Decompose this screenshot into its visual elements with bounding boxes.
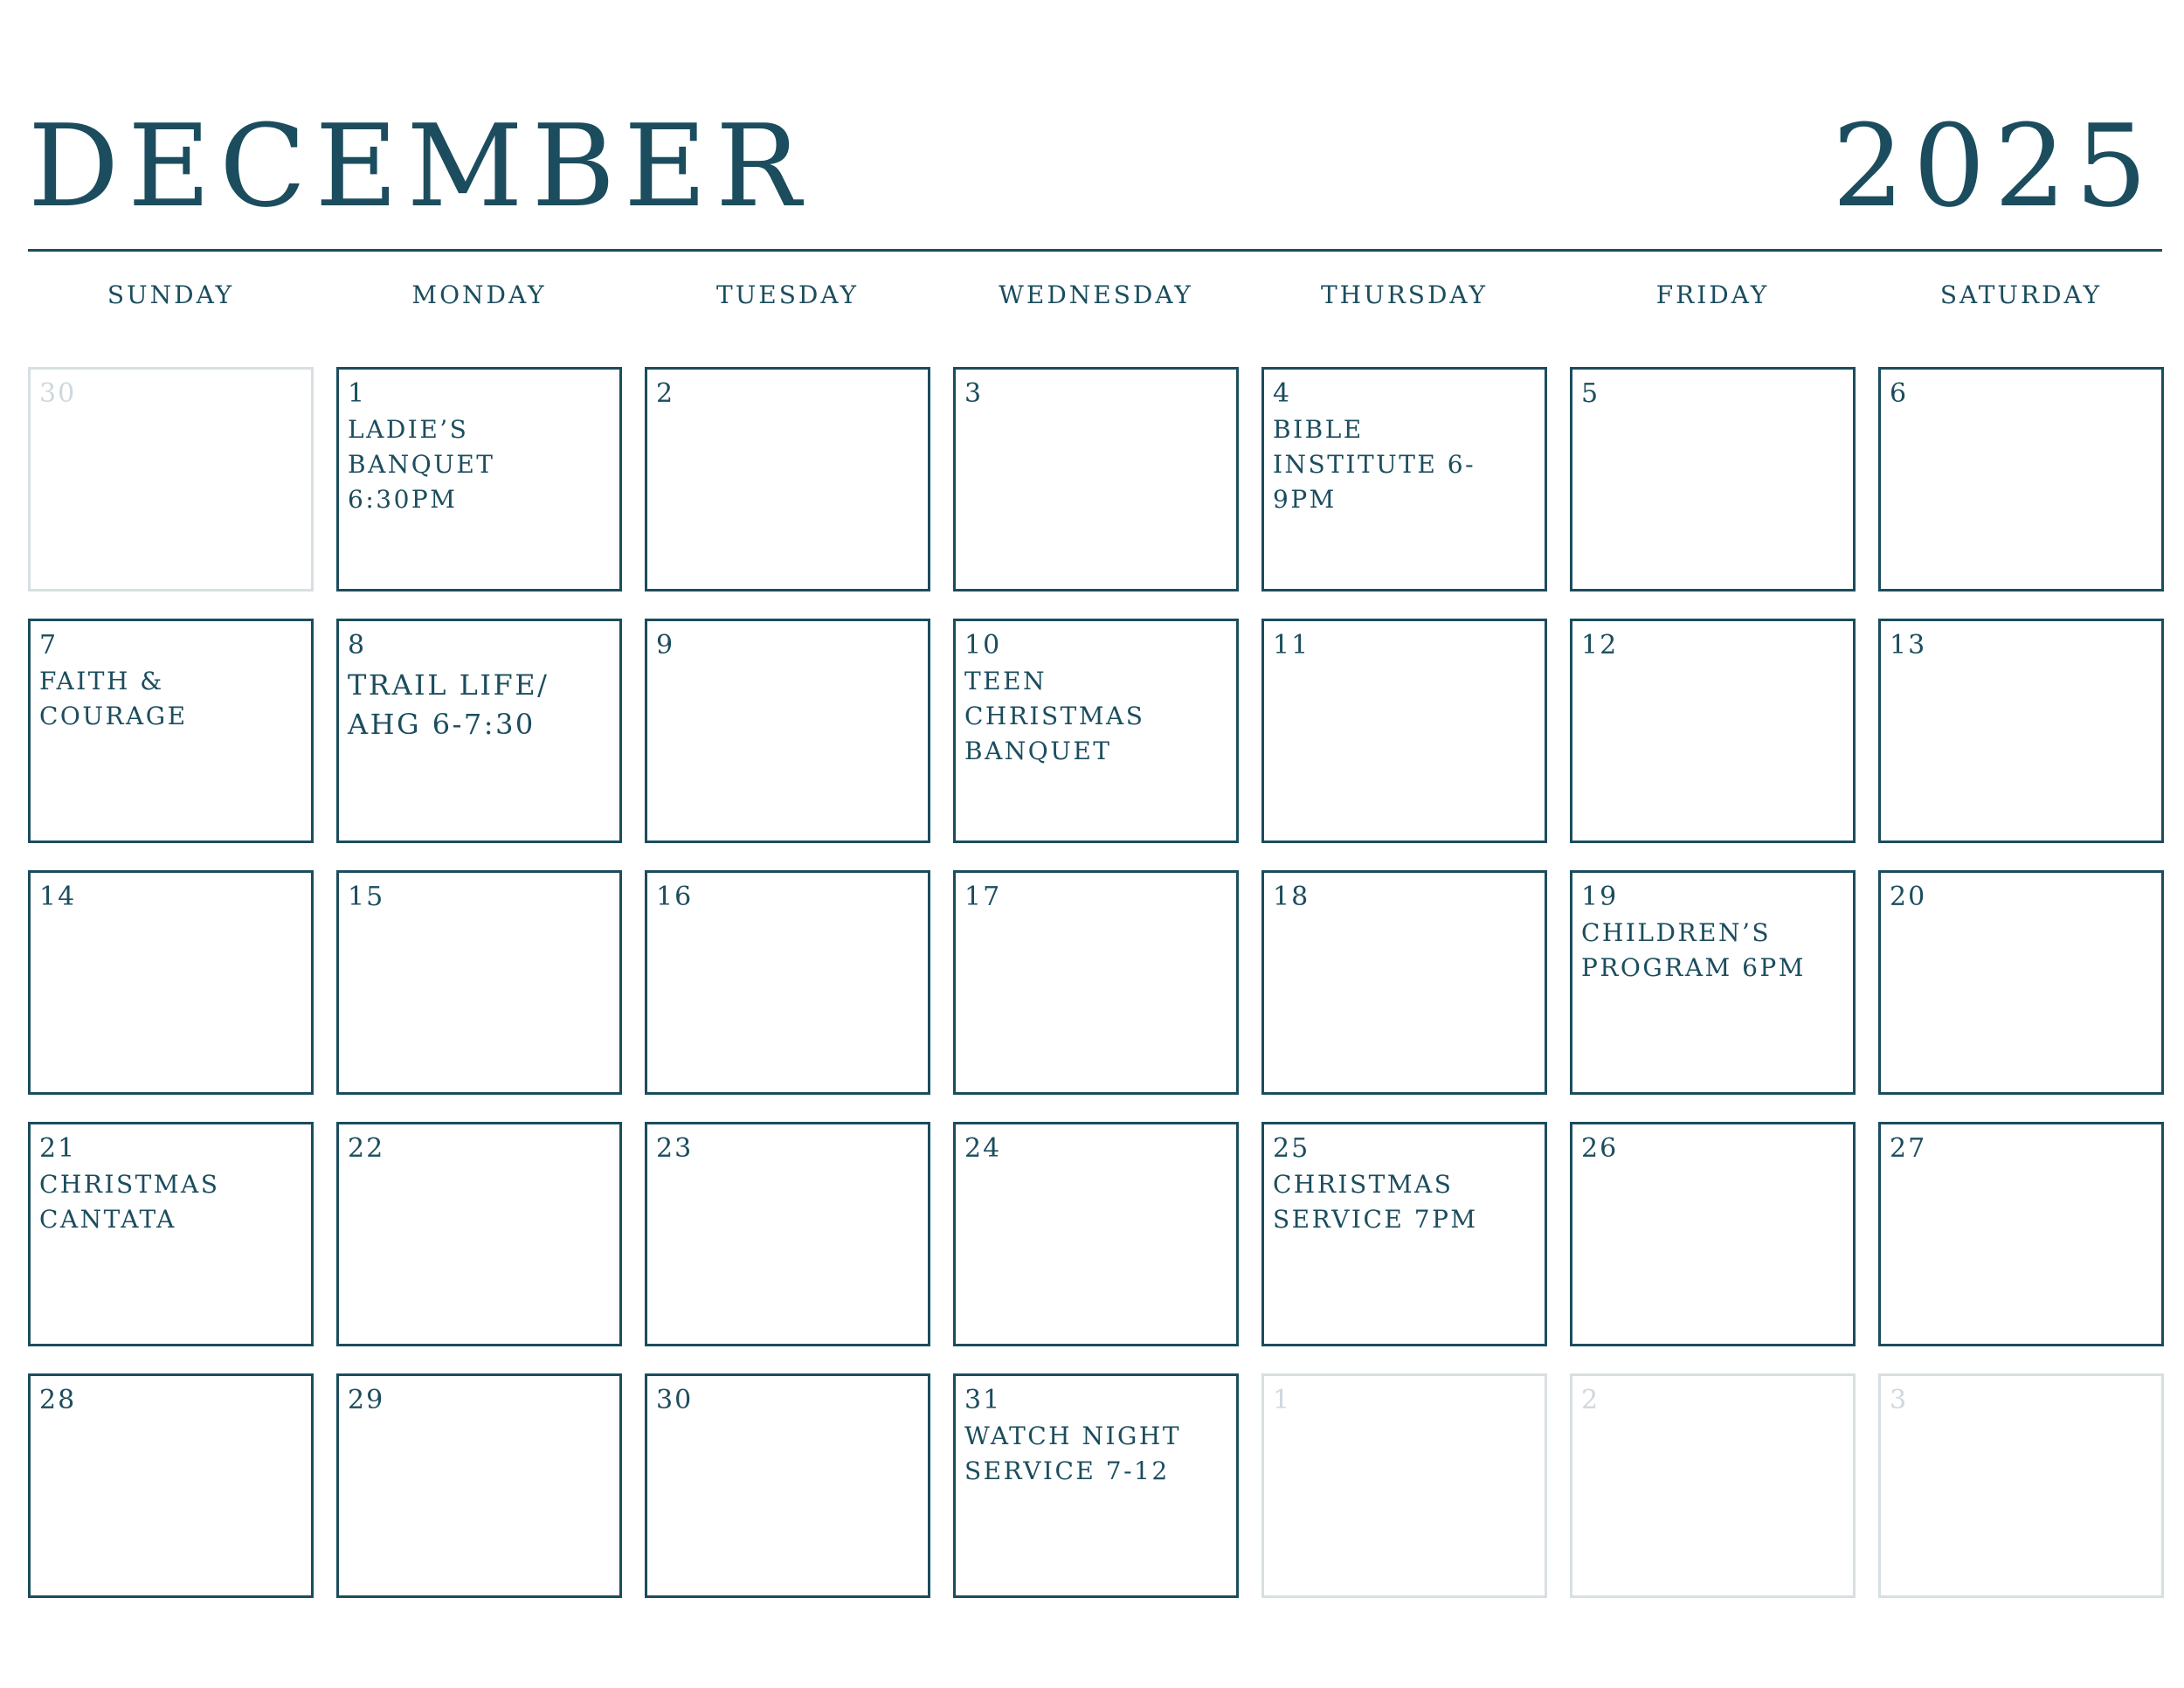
day-cell-outside-month[interactable] xyxy=(1570,1373,1856,1598)
day-number: 2 xyxy=(1581,1385,1600,1415)
day-number: 10 xyxy=(964,630,1002,661)
event-text: CHRISTMAS SERVICE 7PM xyxy=(1273,1170,1478,1234)
day-cell[interactable] xyxy=(28,1373,314,1598)
calendar-grid xyxy=(28,367,2162,1598)
weekday-sunday: SUNDAY xyxy=(107,280,235,309)
weekday-tuesday: TUESDAY xyxy=(716,280,859,309)
day-number: 23 xyxy=(656,1133,694,1164)
day-number: 3 xyxy=(1890,1385,1909,1415)
weekday-wednesday: WEDNESDAY xyxy=(999,280,1193,309)
day-number: 9 xyxy=(656,630,675,661)
day-number: 14 xyxy=(39,882,77,912)
day-cell[interactable] xyxy=(1570,367,1856,591)
day-cell-outside-month[interactable] xyxy=(1261,1373,1547,1598)
event-text: WATCH NIGHT SERVICE 7-12 xyxy=(964,1422,1182,1485)
day-number: 2 xyxy=(656,378,675,409)
day-cell[interactable] xyxy=(645,870,930,1095)
day-cell[interactable] xyxy=(28,870,314,1095)
day-cell[interactable] xyxy=(645,619,930,843)
header-divider xyxy=(28,249,2162,252)
day-cell[interactable] xyxy=(645,1122,930,1346)
day-number: 16 xyxy=(656,882,694,912)
day-cell[interactable] xyxy=(1570,1122,1856,1346)
event-text: FAITH & COURAGE xyxy=(39,667,188,730)
day-number: 5 xyxy=(1581,378,1600,409)
day-cell[interactable] xyxy=(336,1373,622,1598)
day-number: 17 xyxy=(964,882,1002,912)
day-cell[interactable] xyxy=(336,1122,622,1346)
day-cell[interactable] xyxy=(953,1373,1239,1598)
day-cell[interactable] xyxy=(1878,367,2164,591)
day-cell[interactable] xyxy=(1261,367,1547,591)
day-cell[interactable] xyxy=(28,619,314,843)
day-cell-outside-month[interactable] xyxy=(1878,1373,2164,1598)
calendar-header xyxy=(28,87,2156,253)
event-text: TRAIL LIFE/ AHG 6-7:30 xyxy=(348,668,549,741)
day-number: 3 xyxy=(964,378,984,409)
day-number: 29 xyxy=(348,1385,385,1415)
day-number: 11 xyxy=(1273,630,1310,661)
day-cell[interactable] xyxy=(1878,870,2164,1095)
day-cell[interactable] xyxy=(1261,619,1547,843)
day-cell[interactable] xyxy=(1570,870,1856,1095)
day-number: 8 xyxy=(348,630,367,661)
day-number: 6 xyxy=(1890,378,1909,409)
day-cell[interactable] xyxy=(336,619,622,843)
day-cell[interactable] xyxy=(336,367,622,591)
day-cell[interactable] xyxy=(953,1122,1239,1346)
day-number: 22 xyxy=(348,1133,385,1164)
year-title: 2025 xyxy=(1832,100,2156,232)
day-number: 15 xyxy=(348,882,385,912)
day-cell-outside-month[interactable] xyxy=(28,367,314,591)
day-cell[interactable] xyxy=(953,367,1239,591)
weekday-monday: MONDAY xyxy=(411,280,547,309)
day-cell[interactable] xyxy=(645,1373,930,1598)
day-cell[interactable] xyxy=(336,870,622,1095)
day-number: 13 xyxy=(1890,630,1927,661)
day-number: 1 xyxy=(348,378,367,409)
weekday-thursday: THURSDAY xyxy=(1321,280,1488,309)
day-cell[interactable] xyxy=(1261,870,1547,1095)
day-cell[interactable] xyxy=(953,619,1239,843)
day-number: 30 xyxy=(39,378,77,409)
day-number: 20 xyxy=(1890,882,1927,912)
day-number: 30 xyxy=(656,1385,694,1415)
day-number: 21 xyxy=(39,1133,77,1164)
day-cell[interactable] xyxy=(1570,619,1856,843)
day-cell[interactable] xyxy=(1261,1122,1547,1346)
day-cell[interactable] xyxy=(1878,619,2164,843)
day-number: 4 xyxy=(1273,378,1292,409)
day-number: 26 xyxy=(1581,1133,1619,1164)
weekday-friday: FRIDAY xyxy=(1655,280,1770,309)
day-number: 7 xyxy=(39,630,59,661)
day-cell[interactable] xyxy=(645,367,930,591)
event-text: CHILDREN’S PROGRAM 6PM xyxy=(1581,918,1806,982)
month-title: DECEMBER xyxy=(28,100,810,232)
day-number: 24 xyxy=(964,1133,1002,1164)
weekday-header-row xyxy=(28,278,2162,313)
day-number: 18 xyxy=(1273,882,1310,912)
day-number: 19 xyxy=(1581,882,1619,912)
day-number: 25 xyxy=(1273,1133,1310,1164)
day-number: 27 xyxy=(1890,1133,1927,1164)
event-text: TEEN CHRISTMAS BANQUET xyxy=(964,667,1145,765)
weekday-saturday: SATURDAY xyxy=(1939,280,2103,309)
day-number: 28 xyxy=(39,1385,77,1415)
event-text: LADIE’S BANQUET 6:30PM xyxy=(348,415,495,514)
day-number: 1 xyxy=(1273,1385,1292,1415)
event-text: BIBLE INSTITUTE 6-9PM xyxy=(1273,415,1476,514)
day-cell[interactable] xyxy=(1878,1122,2164,1346)
day-cell[interactable] xyxy=(28,1122,314,1346)
day-cell[interactable] xyxy=(953,870,1239,1095)
event-text: CHRISTMAS CANTATA xyxy=(39,1170,220,1234)
day-number: 12 xyxy=(1581,630,1619,661)
day-number: 31 xyxy=(964,1385,1002,1415)
